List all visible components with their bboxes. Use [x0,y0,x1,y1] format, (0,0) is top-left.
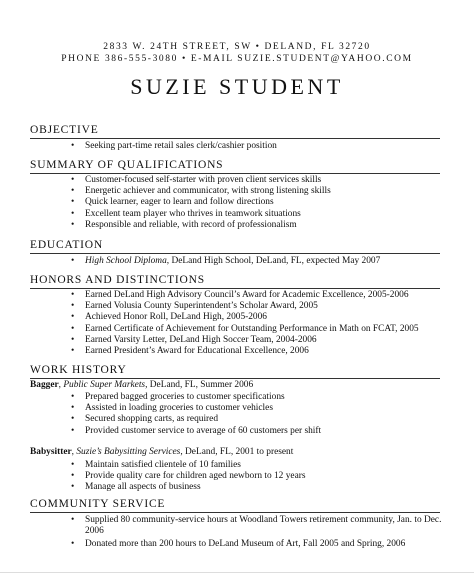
job-duties-list [30,392,442,437]
section-divider [30,138,440,139]
list-item: • Assisted in loading groceries to customer vehicles [71,403,273,414]
section-divider [30,512,440,513]
list-item: • Supplied 80 community-service hours at Woodland Towers retirement community, Jan. to Dec. 2006 [71,515,442,537]
list-item: • Excellent team player who thrives in teamwork situations [71,208,301,219]
section-divider [30,253,440,254]
section-title-community: COMMUNITY SERVICE [30,498,166,510]
job-heading: Bagger, Public Super Markets, DeLand, FL, Summer 2006 [30,380,254,390]
list-item: • Provide quality care for children aged newborn to 12 years [71,471,306,482]
list-item: • Earned Volusia County Superintendent’s Scholar Award, 2005 [71,301,318,312]
list-item: • Seeking part-time retail sales clerk/cashier position [71,141,277,151]
list-item: • Customer-focused self-starter with proven client services skills [71,175,322,185]
section-title-qualifications: SUMMARY OF QUALIFICATIONS [30,159,224,171]
list-item: • Maintain satisfied clientele of 10 families [71,460,241,470]
community-list [30,515,442,551]
page-bottom-edge [0,572,474,573]
list-item: • High School Diploma, DeLand High School, DeLand, FL, expected May 2007 [71,256,381,266]
list-item: • Earned Certificate of Achievement for Outstanding Performance in Math on FCAT, 2005 [71,323,419,334]
section-divider [30,378,440,379]
section-divider [30,288,440,289]
section-title-work: WORK HISTORY [30,364,127,376]
contact-header [0,41,474,65]
list-item: • Provided customer service to average of 60 customers per shift [71,425,322,436]
list-item: • Achieved Honor Roll, DeLand High, 2005-2006 [71,312,267,323]
honors-list [30,290,442,357]
qualifications-list [30,175,442,231]
list-item: • Earned Varsity Letter, DeLand High Soccer Team, 2004-2006 [71,334,317,345]
list-item: • Prepared bagged groceries to customer specifications [71,392,285,402]
section-divider [30,173,440,174]
list-item: • Manage all aspects of business [71,482,201,493]
objective-list [30,141,442,152]
education-list [30,256,442,267]
list-item: • Earned DeLand High Advisory Council’s Award for Academic Excellence, 2005-2006 [71,290,409,300]
list-item: • Quick learner, eager to learn and follow directions [71,197,274,208]
diploma-name: High School Diploma [85,256,167,266]
list-item: • Energetic achiever and communicator, with strong listening skills [71,186,331,197]
contact-line: PHONE 386-555-3080 • E-MAIL SUZIE.STUDENT@YAHOO.COM [61,54,413,64]
section-title-objective: OBJECTIVE [30,124,99,136]
list-item: • Secured shopping carts, as required [71,414,219,425]
list-item: • Responsible and reliable, with record of professionalism [71,219,297,230]
list-item: • Earned President’s Award for Educational Excellence, 2006 [71,346,309,357]
list-item: • Donated more than 200 hours to DeLand Museum of Art, Fall 2005 and Spring, 2006 [71,539,406,550]
job-duties-list [30,460,442,494]
section-title-education: EDUCATION [30,239,103,251]
candidate-name: SUZIE STUDENT [130,74,344,99]
job-heading: Babysitter, Suzie’s Babysitting Services, DeLand, FL, 2001 to present [30,447,294,457]
address-line: 2833 W. 24TH STREET, SW • DELAND, FL 32720 [103,42,371,52]
section-title-honors: HONORS AND DISTINCTIONS [30,274,205,286]
